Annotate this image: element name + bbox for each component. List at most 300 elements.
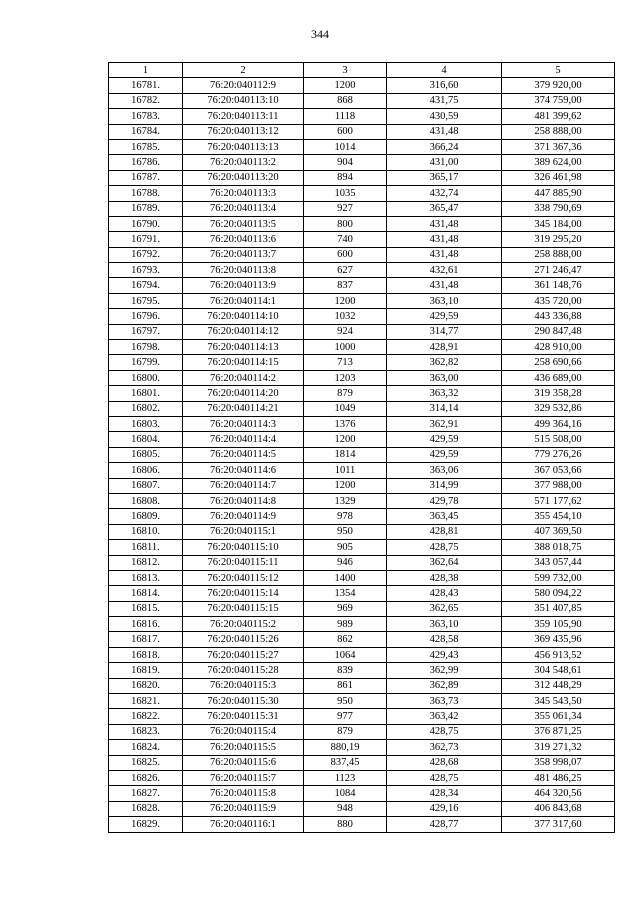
- table-row: [109, 801, 615, 816]
- table-row: [109, 694, 615, 709]
- area-cell: 927: [304, 201, 387, 216]
- value-cell: 599 732,00: [502, 570, 615, 585]
- area-cell: 946: [304, 555, 387, 570]
- area-cell: 977: [304, 709, 387, 724]
- rate-cell: 363,06: [387, 463, 502, 478]
- row-number-cell: 16813.: [109, 570, 183, 585]
- cadastral-number-cell: 76:20:040115:15: [183, 601, 304, 616]
- area-cell: 880,19: [304, 740, 387, 755]
- value-cell: 345 543,50: [502, 694, 615, 709]
- table-row: [109, 170, 615, 185]
- row-number-cell: 16801.: [109, 386, 183, 401]
- table-row: [109, 647, 615, 662]
- value-cell: 428 910,00: [502, 340, 615, 355]
- row-number-cell: 16815.: [109, 601, 183, 616]
- rate-cell: 431,48: [387, 124, 502, 139]
- area-cell: 904: [304, 155, 387, 170]
- table-row: [109, 524, 615, 539]
- table-row: [109, 309, 615, 324]
- area-cell: 948: [304, 801, 387, 816]
- cadastral-number-cell: 76:20:040115:30: [183, 694, 304, 709]
- rate-cell: 362,89: [387, 678, 502, 693]
- table-row: [109, 401, 615, 416]
- row-number-cell: 16805.: [109, 447, 183, 462]
- area-cell: 879: [304, 724, 387, 739]
- table-row: [109, 447, 615, 462]
- table-row: [109, 632, 615, 647]
- value-cell: 343 057,44: [502, 555, 615, 570]
- value-cell: 369 435,96: [502, 632, 615, 647]
- table-row: [109, 724, 615, 739]
- cadastral-number-cell: 76:20:040114:6: [183, 463, 304, 478]
- value-cell: 319 295,20: [502, 232, 615, 247]
- row-number-cell: 16794.: [109, 278, 183, 293]
- rate-cell: 363,73: [387, 694, 502, 709]
- row-number-cell: 16793.: [109, 263, 183, 278]
- rate-cell: 432,74: [387, 186, 502, 201]
- value-cell: 443 336,88: [502, 309, 615, 324]
- rate-cell: 431,48: [387, 232, 502, 247]
- table-row: [109, 186, 615, 201]
- value-cell: 374 759,00: [502, 93, 615, 108]
- cadastral-number-cell: 76:20:040115:8: [183, 786, 304, 801]
- rate-cell: 429,43: [387, 647, 502, 662]
- rate-cell: 314,99: [387, 478, 502, 493]
- table-row: [109, 586, 615, 601]
- row-number-cell: 16786.: [109, 155, 183, 170]
- table-row: [109, 755, 615, 770]
- rate-cell: 429,78: [387, 493, 502, 508]
- cadastral-number-cell: 76:20:040114:15: [183, 355, 304, 370]
- area-cell: 1329: [304, 493, 387, 508]
- rate-cell: 431,48: [387, 247, 502, 262]
- rate-cell: 431,48: [387, 216, 502, 231]
- cadastral-number-cell: 76:20:040114:3: [183, 416, 304, 431]
- cadastral-number-cell: 76:20:040116:1: [183, 817, 304, 832]
- value-cell: 351 407,85: [502, 601, 615, 616]
- row-number-cell: 16785.: [109, 139, 183, 154]
- row-number-cell: 16791.: [109, 232, 183, 247]
- row-number-cell: 16825.: [109, 755, 183, 770]
- row-number-cell: 16807.: [109, 478, 183, 493]
- cadastral-number-cell: 76:20:040113:8: [183, 263, 304, 278]
- rate-cell: 428,75: [387, 540, 502, 555]
- area-cell: 1011: [304, 463, 387, 478]
- area-cell: 1354: [304, 586, 387, 601]
- area-cell: 839: [304, 663, 387, 678]
- rate-cell: 429,59: [387, 432, 502, 447]
- row-number-cell: 16818.: [109, 647, 183, 662]
- area-cell: 1000: [304, 340, 387, 355]
- value-cell: 580 094,22: [502, 586, 615, 601]
- value-cell: 361 148,76: [502, 278, 615, 293]
- rate-cell: 428,81: [387, 524, 502, 539]
- value-cell: 258 888,00: [502, 247, 615, 262]
- cadastral-number-cell: 76:20:040113:11: [183, 109, 304, 124]
- table-row: [109, 155, 615, 170]
- cadastral-number-cell: 76:20:040115:10: [183, 540, 304, 555]
- value-cell: 376 871,25: [502, 724, 615, 739]
- table-row: [109, 432, 615, 447]
- value-cell: 319 358,28: [502, 386, 615, 401]
- value-cell: 358 998,07: [502, 755, 615, 770]
- area-cell: 1200: [304, 293, 387, 308]
- rate-cell: 363,32: [387, 386, 502, 401]
- area-cell: 1032: [304, 309, 387, 324]
- area-cell: 880: [304, 817, 387, 832]
- area-cell: 1118: [304, 109, 387, 124]
- cadastral-number-cell: 76:20:040115:6: [183, 755, 304, 770]
- rate-cell: 363,45: [387, 509, 502, 524]
- row-number-cell: 16789.: [109, 201, 183, 216]
- cadastral-number-cell: 76:20:040112:9: [183, 78, 304, 93]
- cadastral-number-cell: 76:20:040115:2: [183, 617, 304, 632]
- rate-cell: 431,75: [387, 93, 502, 108]
- value-cell: 435 720,00: [502, 293, 615, 308]
- cadastral-number-cell: 76:20:040113:5: [183, 216, 304, 231]
- value-cell: 290 847,48: [502, 324, 615, 339]
- cadastral-number-cell: 76:20:040115:11: [183, 555, 304, 570]
- row-number-cell: 16782.: [109, 93, 183, 108]
- rate-cell: 430,59: [387, 109, 502, 124]
- area-cell: 950: [304, 524, 387, 539]
- table-row: [109, 340, 615, 355]
- rate-cell: 428,75: [387, 724, 502, 739]
- row-number-cell: 16806.: [109, 463, 183, 478]
- column-header: 2: [183, 63, 304, 78]
- rate-cell: 431,00: [387, 155, 502, 170]
- value-cell: 447 885,90: [502, 186, 615, 201]
- value-cell: 389 624,00: [502, 155, 615, 170]
- value-cell: 355 454,10: [502, 509, 615, 524]
- row-number-cell: 16827.: [109, 786, 183, 801]
- row-number-cell: 16822.: [109, 709, 183, 724]
- area-cell: 1200: [304, 432, 387, 447]
- row-number-cell: 16824.: [109, 740, 183, 755]
- area-cell: 879: [304, 386, 387, 401]
- value-cell: 329 532,86: [502, 401, 615, 416]
- table-row: [109, 355, 615, 370]
- rate-cell: 431,48: [387, 278, 502, 293]
- cadastral-number-cell: 76:20:040114:9: [183, 509, 304, 524]
- rate-cell: 428,34: [387, 786, 502, 801]
- area-cell: 1400: [304, 570, 387, 585]
- area-cell: 905: [304, 540, 387, 555]
- cadastral-number-cell: 76:20:040114:10: [183, 309, 304, 324]
- area-cell: 969: [304, 601, 387, 616]
- row-number-cell: 16808.: [109, 493, 183, 508]
- table-row: [109, 278, 615, 293]
- column-header: 5: [502, 63, 615, 78]
- cadastral-number-cell: 76:20:040115:26: [183, 632, 304, 647]
- cadastral-number-cell: 76:20:040115:3: [183, 678, 304, 693]
- area-cell: 1035: [304, 186, 387, 201]
- row-number-cell: 16797.: [109, 324, 183, 339]
- cadastral-number-cell: 76:20:040114:5: [183, 447, 304, 462]
- cadastral-number-cell: 76:20:040114:13: [183, 340, 304, 355]
- rate-cell: 366,24: [387, 139, 502, 154]
- area-cell: 861: [304, 678, 387, 693]
- row-number-cell: 16798.: [109, 340, 183, 355]
- rate-cell: 363,00: [387, 370, 502, 385]
- rate-cell: 428,38: [387, 570, 502, 585]
- table-row: [109, 263, 615, 278]
- column-header: 4: [387, 63, 502, 78]
- area-cell: 924: [304, 324, 387, 339]
- rate-cell: 316,60: [387, 78, 502, 93]
- rate-cell: 429,59: [387, 447, 502, 462]
- value-cell: 304 548,61: [502, 663, 615, 678]
- row-number-cell: 16799.: [109, 355, 183, 370]
- cadastral-number-cell: 76:20:040113:4: [183, 201, 304, 216]
- value-cell: 371 367,36: [502, 139, 615, 154]
- row-number-cell: 16781.: [109, 78, 183, 93]
- rate-cell: 428,91: [387, 340, 502, 355]
- table-row: [109, 617, 615, 632]
- row-number-cell: 16826.: [109, 770, 183, 785]
- row-number-cell: 16803.: [109, 416, 183, 431]
- table-row: [109, 386, 615, 401]
- row-number-cell: 16788.: [109, 186, 183, 201]
- table-row: [109, 570, 615, 585]
- value-cell: 258 690,66: [502, 355, 615, 370]
- area-cell: 894: [304, 170, 387, 185]
- cadastral-number-cell: 76:20:040115:4: [183, 724, 304, 739]
- value-cell: 319 271,32: [502, 740, 615, 755]
- value-cell: 515 508,00: [502, 432, 615, 447]
- row-number-cell: 16802.: [109, 401, 183, 416]
- cadastral-number-cell: 76:20:040115:28: [183, 663, 304, 678]
- area-cell: 989: [304, 617, 387, 632]
- row-number-cell: 16787.: [109, 170, 183, 185]
- row-number-cell: 16828.: [109, 801, 183, 816]
- table-row: [109, 216, 615, 231]
- value-cell: 377 317,60: [502, 817, 615, 832]
- rate-cell: 363,10: [387, 293, 502, 308]
- area-cell: 740: [304, 232, 387, 247]
- cadastral-number-cell: 76:20:040114:2: [183, 370, 304, 385]
- rate-cell: 362,82: [387, 355, 502, 370]
- rate-cell: 365,17: [387, 170, 502, 185]
- rate-cell: 314,77: [387, 324, 502, 339]
- value-cell: 367 053,66: [502, 463, 615, 478]
- table-row: [109, 370, 615, 385]
- value-cell: 359 105,90: [502, 617, 615, 632]
- value-cell: 379 920,00: [502, 78, 615, 93]
- value-cell: 499 364,16: [502, 416, 615, 431]
- area-cell: 950: [304, 694, 387, 709]
- table-row: [109, 493, 615, 508]
- rate-cell: 428,68: [387, 755, 502, 770]
- row-number-cell: 16792.: [109, 247, 183, 262]
- cadastral-number-cell: 76:20:040115:27: [183, 647, 304, 662]
- column-header: 1: [109, 63, 183, 78]
- area-cell: 627: [304, 263, 387, 278]
- cadastral-number-cell: 76:20:040113:12: [183, 124, 304, 139]
- row-number-cell: 16809.: [109, 509, 183, 524]
- area-cell: 868: [304, 93, 387, 108]
- cadastral-number-cell: 76:20:040113:13: [183, 139, 304, 154]
- table-row: [109, 601, 615, 616]
- rate-cell: 363,10: [387, 617, 502, 632]
- area-cell: 862: [304, 632, 387, 647]
- area-cell: 1064: [304, 647, 387, 662]
- row-number-cell: 16800.: [109, 370, 183, 385]
- area-cell: 1049: [304, 401, 387, 416]
- table-row: [109, 247, 615, 262]
- value-cell: 481 399,62: [502, 109, 615, 124]
- row-number-cell: 16817.: [109, 632, 183, 647]
- cadastral-number-cell: 76:20:040115:12: [183, 570, 304, 585]
- row-number-cell: 16811.: [109, 540, 183, 555]
- row-number-cell: 16829.: [109, 817, 183, 832]
- rate-cell: 362,91: [387, 416, 502, 431]
- row-number-cell: 16810.: [109, 524, 183, 539]
- table-row: [109, 817, 615, 832]
- column-header: 3: [304, 63, 387, 78]
- row-number-cell: 16812.: [109, 555, 183, 570]
- rate-cell: 365,47: [387, 201, 502, 216]
- row-number-cell: 16796.: [109, 309, 183, 324]
- table-row: [109, 509, 615, 524]
- cadastral-number-cell: 76:20:040114:4: [183, 432, 304, 447]
- table-row: [109, 555, 615, 570]
- cadastral-number-cell: 76:20:040115:7: [183, 770, 304, 785]
- area-cell: 1200: [304, 478, 387, 493]
- value-cell: 326 461,98: [502, 170, 615, 185]
- rate-cell: 362,64: [387, 555, 502, 570]
- table-row: [109, 740, 615, 755]
- value-cell: 456 913,52: [502, 647, 615, 662]
- cadastral-number-cell: 76:20:040115:9: [183, 801, 304, 816]
- area-cell: 837: [304, 278, 387, 293]
- row-number-cell: 16804.: [109, 432, 183, 447]
- rate-cell: 314,14: [387, 401, 502, 416]
- table-row: [109, 109, 615, 124]
- value-cell: 271 246,47: [502, 263, 615, 278]
- cadastral-table: [108, 62, 615, 833]
- area-cell: 600: [304, 124, 387, 139]
- value-cell: 436 689,00: [502, 370, 615, 385]
- table-row: [109, 232, 615, 247]
- table-row: [109, 478, 615, 493]
- table-row: [109, 201, 615, 216]
- cadastral-number-cell: 76:20:040115:1: [183, 524, 304, 539]
- cadastral-number-cell: 76:20:040113:6: [183, 232, 304, 247]
- page-number: 344: [311, 27, 329, 41]
- table-row: [109, 416, 615, 431]
- area-cell: 1814: [304, 447, 387, 462]
- table-row: [109, 663, 615, 678]
- value-cell: 571 177,62: [502, 493, 615, 508]
- value-cell: 481 486,25: [502, 770, 615, 785]
- area-cell: 800: [304, 216, 387, 231]
- rate-cell: 428,43: [387, 586, 502, 601]
- row-number-cell: 16821.: [109, 694, 183, 709]
- value-cell: 338 790,69: [502, 201, 615, 216]
- table-header-row: [109, 63, 615, 78]
- cadastral-number-cell: 76:20:040113:3: [183, 186, 304, 201]
- value-cell: 779 276,26: [502, 447, 615, 462]
- table-row: [109, 770, 615, 785]
- row-number-cell: 16795.: [109, 293, 183, 308]
- row-number-cell: 16819.: [109, 663, 183, 678]
- cadastral-number-cell: 76:20:040114:1: [183, 293, 304, 308]
- area-cell: 1014: [304, 139, 387, 154]
- area-cell: 600: [304, 247, 387, 262]
- rate-cell: 429,59: [387, 309, 502, 324]
- cadastral-number-cell: 76:20:040113:2: [183, 155, 304, 170]
- area-cell: 1203: [304, 370, 387, 385]
- cadastral-number-cell: 76:20:040114:12: [183, 324, 304, 339]
- value-cell: 464 320,56: [502, 786, 615, 801]
- table-row: [109, 540, 615, 555]
- value-cell: 355 061,34: [502, 709, 615, 724]
- rate-cell: 363,42: [387, 709, 502, 724]
- table-row: [109, 709, 615, 724]
- area-cell: 1084: [304, 786, 387, 801]
- area-cell: 978: [304, 509, 387, 524]
- cadastral-number-cell: 76:20:040114:8: [183, 493, 304, 508]
- area-cell: 1123: [304, 770, 387, 785]
- rate-cell: 429,16: [387, 801, 502, 816]
- table-body: [109, 78, 615, 832]
- rate-cell: 362,65: [387, 601, 502, 616]
- cadastral-number-cell: 76:20:040113:7: [183, 247, 304, 262]
- area-cell: 1376: [304, 416, 387, 431]
- rate-cell: 428,77: [387, 817, 502, 832]
- cadastral-number-cell: 76:20:040113:20: [183, 170, 304, 185]
- table-row: [109, 139, 615, 154]
- table-row: [109, 324, 615, 339]
- table-row: [109, 463, 615, 478]
- area-cell: 1200: [304, 78, 387, 93]
- table-row: [109, 786, 615, 801]
- rate-cell: 428,75: [387, 770, 502, 785]
- row-number-cell: 16814.: [109, 586, 183, 601]
- value-cell: 377 988,00: [502, 478, 615, 493]
- rate-cell: 362,73: [387, 740, 502, 755]
- rate-cell: 362,99: [387, 663, 502, 678]
- value-cell: 258 888,00: [502, 124, 615, 139]
- table-row: [109, 93, 615, 108]
- value-cell: 312 448,29: [502, 678, 615, 693]
- area-cell: 837,45: [304, 755, 387, 770]
- table-row: [109, 678, 615, 693]
- cadastral-number-cell: 76:20:040114:20: [183, 386, 304, 401]
- value-cell: 407 369,50: [502, 524, 615, 539]
- row-number-cell: 16816.: [109, 617, 183, 632]
- value-cell: 345 184,00: [502, 216, 615, 231]
- cadastral-number-cell: 76:20:040114:7: [183, 478, 304, 493]
- row-number-cell: 16783.: [109, 109, 183, 124]
- table-row: [109, 124, 615, 139]
- table-row: [109, 78, 615, 93]
- value-cell: 388 018,75: [502, 540, 615, 555]
- rate-cell: 432,61: [387, 263, 502, 278]
- row-number-cell: 16823.: [109, 724, 183, 739]
- row-number-cell: 16784.: [109, 124, 183, 139]
- cadastral-number-cell: 76:20:040113:9: [183, 278, 304, 293]
- rate-cell: 428,58: [387, 632, 502, 647]
- table-row: [109, 293, 615, 308]
- cadastral-number-cell: 76:20:040114:21: [183, 401, 304, 416]
- row-number-cell: 16790.: [109, 216, 183, 231]
- value-cell: 406 843,68: [502, 801, 615, 816]
- area-cell: 713: [304, 355, 387, 370]
- cadastral-number-cell: 76:20:040115:31: [183, 709, 304, 724]
- cadastral-number-cell: 76:20:040115:14: [183, 586, 304, 601]
